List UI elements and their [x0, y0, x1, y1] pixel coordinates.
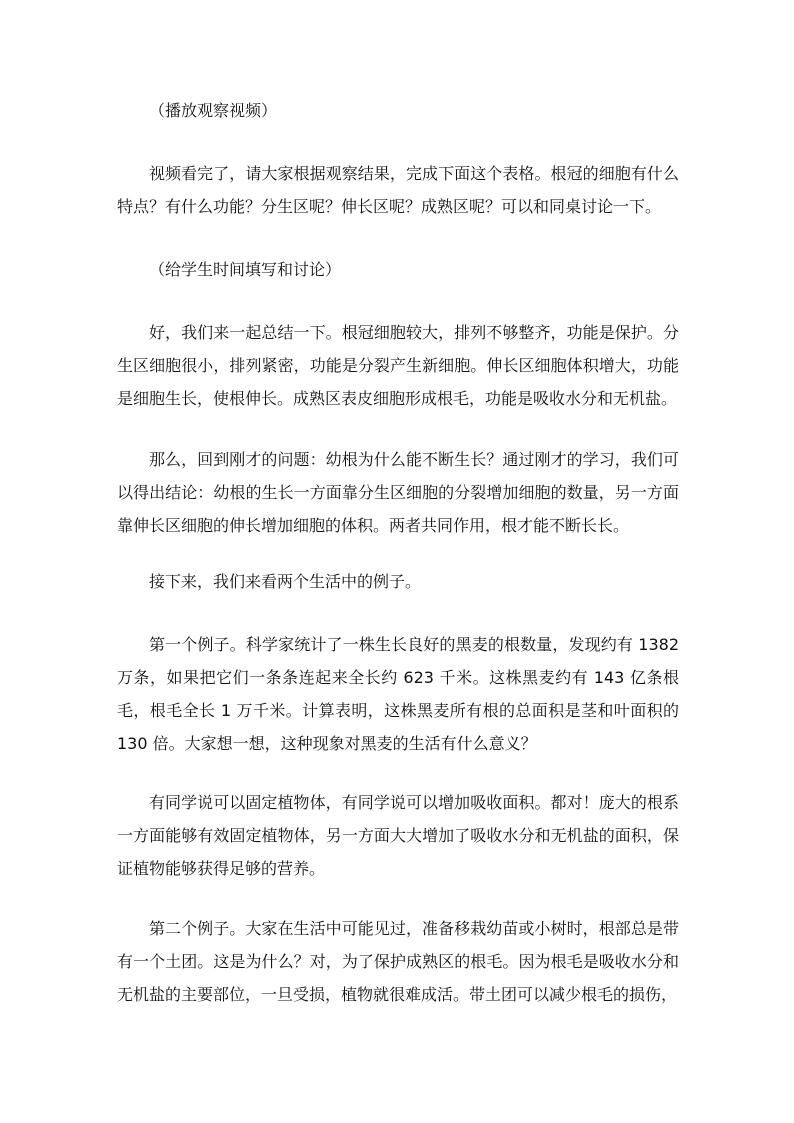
paragraph-conclusion: 那么，回到刚才的问题：幼根为什么能不断生长？通过刚才的学习，我们可以得出结论：幼根的生长一方面靠分生区细胞的分裂增加细胞的数量，另一方面靠伸长区细胞的伸长增加细胞的体积。两者共同作用，根才能不断长长。	[117, 450, 679, 535]
paragraph-example-two: 第二个例子。大家在生活中可能见过，准备移栽幼苗或小树时，根部总是带有一个土团。这是为什么？对，为了保护成熟区的根毛。因为根毛是吸收水分和无机盐的主要部位，一旦受损，植物就很难成活。带土团可以减少根毛的损伤，	[117, 919, 679, 1004]
paragraph-complete-table: 视频看完了，请大家根据观察结果，完成下面这个表格。根冠的细胞有什么特点？有什么功能？分生区呢？伸长区呢？成熟区呢？可以和同桌讨论一下。	[117, 164, 679, 216]
stage-direction-discussion: （给学生时间填写和讨论）	[149, 260, 342, 279]
paragraph-answer-one: 有同学说可以固定植物体，有同学说可以增加吸收面积。都对！庞大的根系一方面能够有效固定植物体，另一方面大大增加了吸收水分和无机盐的面积，保证植物能够获得足够的营养。	[117, 793, 679, 878]
paragraph-example-one: 第一个例子。科学家统计了一株生长良好的黑麦的根数量，发现约有 1382 万条，如果把它们一条条连起来全长约 623 千米。这株黑麦约有 143 亿条根毛，根毛全长 1 万千米。计算表明，这株黑麦所有根的总面积是茎和叶面积的 130 倍。大家想一想，这种现象对黑麦的生活有什么意义？	[117, 635, 685, 753]
paragraph-summary: 好，我们来一起总结一下。根冠细胞较大，排列不够整齐，功能是保护。分生区细胞很小，排列紧密，功能是分裂产生新细胞。伸长区细胞体积增大，功能是细胞生长，使根伸长。成熟区表皮细胞形成根毛，功能是吸收水分和无机盐。	[117, 323, 679, 408]
stage-direction-play-video: （播放观察视频）	[149, 101, 278, 120]
paragraph-transition: 接下来，我们来看两个生活中的例子。	[149, 572, 422, 591]
